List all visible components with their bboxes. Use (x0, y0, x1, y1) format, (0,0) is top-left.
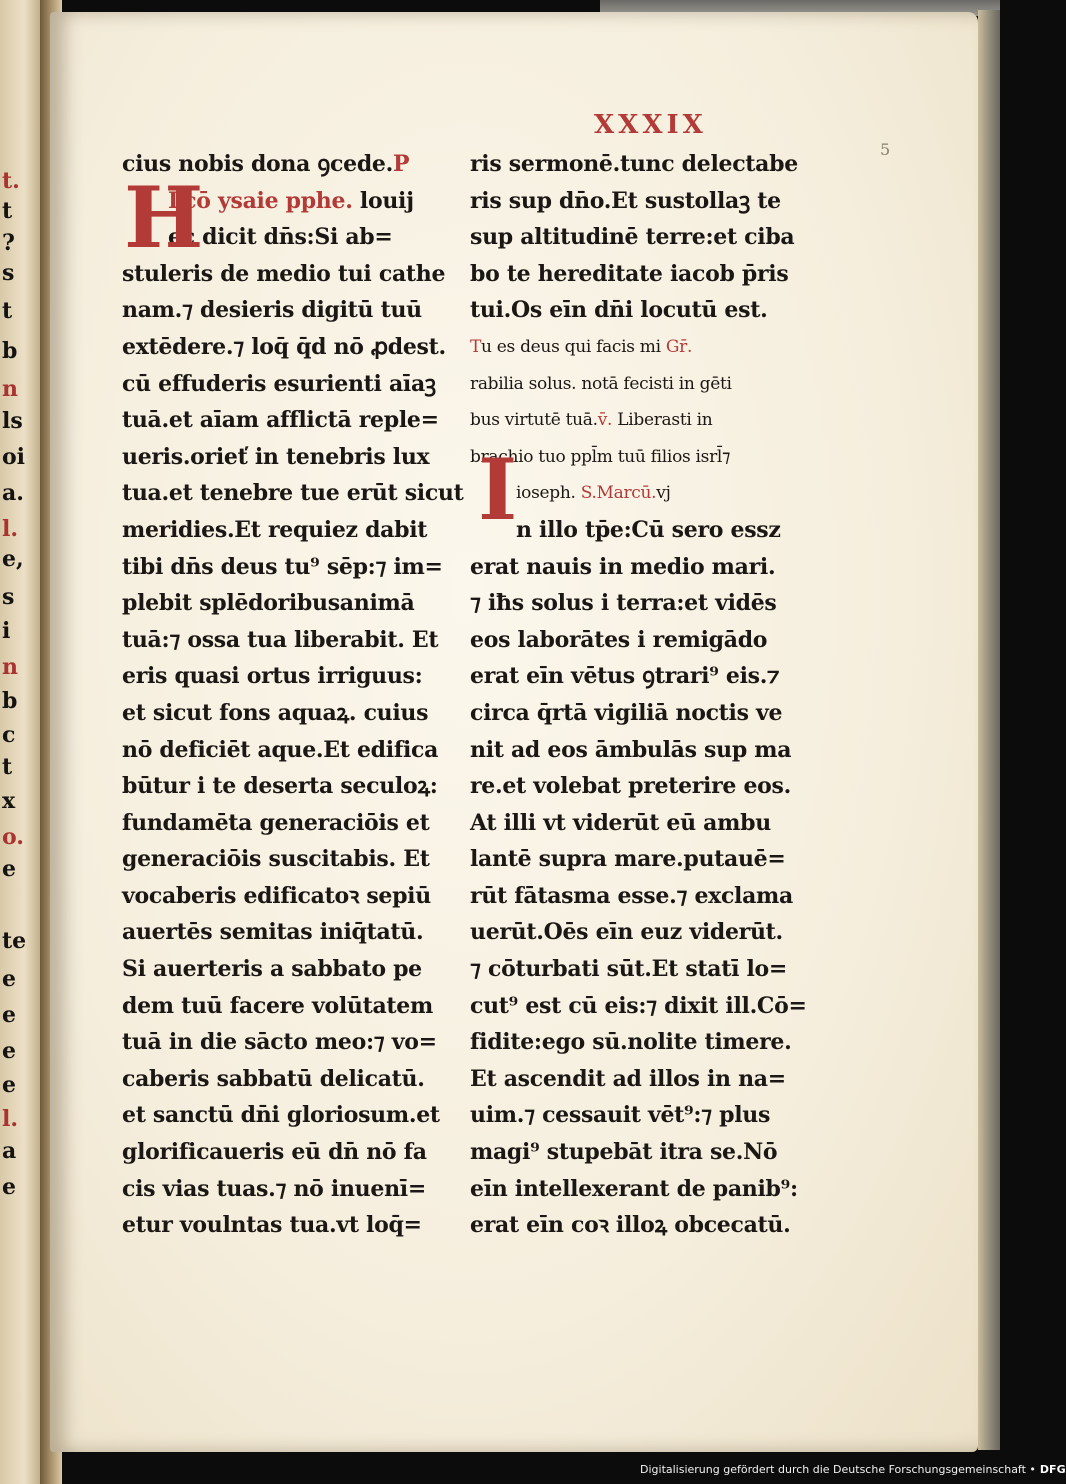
line-text: tibi dn̄s deus tu⁹ sēp:⁊ im= (122, 553, 443, 580)
facing-page-margin-text: te (2, 928, 27, 954)
facing-page-margin-text: t. (2, 168, 20, 194)
text-line (122, 841, 430, 878)
text-line (122, 585, 415, 622)
line-text: meridies.Et requiez dabit (122, 516, 428, 543)
line-text: Si auerteris a sabbato pe (122, 956, 422, 983)
pencil-mark: 5 (880, 140, 891, 159)
facing-page-margin-text: n (2, 376, 18, 402)
line-text: etur voulntas tua.vt loq̄= (122, 1212, 422, 1239)
line-text: circa q̄rtā vigiliā noctis ve (470, 699, 783, 726)
text-line (470, 366, 760, 403)
line-text: nit ad eos āmbulās sup ma (470, 736, 792, 763)
text-line (470, 695, 783, 732)
line-text: ec dicit dn̄s:Si ab= (168, 224, 393, 251)
line-text: lantē supra mare.putauē= (470, 846, 786, 873)
line-text: uerūt.Oēs eīn euz viderūt. (470, 919, 783, 946)
line-text: re.et volebat preterire eos. (470, 773, 791, 800)
text-line (470, 256, 789, 293)
text-line (470, 402, 760, 439)
line-text: Et ascendit ad illos in na= (470, 1065, 786, 1092)
text-line (122, 1097, 440, 1134)
text-line (122, 878, 431, 915)
line-text: stuleris de medio tui cathe (122, 260, 446, 287)
line-text: plebit splēdoribusanimā (122, 590, 415, 617)
facing-page-margin-text: ls (2, 408, 23, 434)
facing-page-margin-text: e (2, 1002, 16, 1028)
text-line (470, 841, 786, 878)
left-text-column (122, 146, 464, 1244)
text-line (122, 988, 433, 1025)
text-line (122, 1171, 426, 1208)
text-line (470, 1207, 791, 1244)
text-line (470, 658, 780, 695)
text-line (122, 1061, 425, 1098)
text-line (122, 439, 430, 476)
text-line (470, 805, 771, 842)
text-line (470, 1061, 786, 1098)
facing-page-margin-text: t (2, 754, 13, 780)
text-line (122, 512, 428, 549)
facing-page-margin-text: x (2, 788, 16, 814)
facing-page-margin-text: e (2, 856, 16, 882)
line-text: rūt fātasma esse.⁊ exclama (470, 882, 793, 909)
facing-page-margin-text: b (2, 338, 18, 364)
facing-page-margin-text: e (2, 1072, 16, 1098)
facing-page-margin-text: l. (2, 1106, 19, 1132)
dfg-logo: DFG (1039, 1463, 1066, 1476)
line-text: auertēs semitas iniq̄tatū. (122, 919, 424, 946)
facing-page-margin-text: l. (2, 516, 19, 542)
facing-page-margin-text: a. (2, 480, 24, 506)
text-line (122, 292, 422, 329)
facing-page-margin-text: e (2, 1174, 16, 1200)
line-text: brachio tuo ppl̄m tuū filios isrl̄⁊ (470, 446, 731, 467)
text-line (470, 768, 791, 805)
line-text: magi⁹ stupebāt itra se.Nō (470, 1139, 778, 1166)
text-line (470, 878, 793, 915)
line-text: extēdere.⁊ loq̄ q̄d nō ꝓdest. (122, 333, 446, 360)
text-line (470, 1134, 778, 1171)
facing-page-margin-text: oi (2, 444, 26, 470)
facing-page-margin-text: e (2, 1038, 16, 1064)
text-line (470, 988, 807, 1025)
facing-page-margin-text: s (2, 260, 15, 286)
line-text: eos laborātes i remigādo (470, 626, 768, 653)
text-line (122, 622, 439, 659)
line-text: At illi vt viderūt eū ambu (470, 809, 771, 836)
facing-page-margin-text: n (2, 654, 18, 680)
line-text: erat nauis in medio mari. (470, 553, 776, 580)
facing-page-margin-text: ? (2, 230, 15, 256)
text-line (470, 1024, 792, 1061)
text-line (470, 1171, 798, 1208)
line-text: u es deus qui facis mi (481, 336, 666, 357)
text-line (122, 329, 446, 366)
line-text: tui.Os eīn dn̄i locutū est. (470, 297, 768, 324)
facing-page-margin-text: c (2, 722, 16, 748)
text-line (122, 475, 464, 512)
rubric-tail: S.Marcū. (575, 483, 657, 504)
line-text: nō deficiēt aque.Et edifica (122, 736, 439, 763)
line-text: et sicut fons aquaꝝ. cuius (122, 699, 429, 726)
facing-page-margin-text: t (2, 298, 13, 324)
text-line (470, 146, 798, 183)
text-line (470, 622, 768, 659)
line-text: glorificaueris eū dn̄ nō fa (122, 1139, 427, 1166)
line-text: erat eīn vētus ꝯtrari⁹ eis.⁊ (470, 663, 780, 690)
line-text: dem tuū facere volūtatem (122, 992, 433, 1019)
rubric-tail: Gr̄. (665, 336, 693, 357)
line-text: tuā in die sācto meo:⁊ vo= (122, 1029, 437, 1056)
facing-page-margin-text: s (2, 584, 15, 610)
line-text: uim.⁊ cessauit vēt⁹:⁊ plus (470, 1102, 771, 1129)
text-line (122, 732, 439, 769)
text-line (122, 951, 422, 988)
line-text: nam.⁊ desieris digitū tuū (122, 297, 422, 324)
text-line (122, 695, 429, 732)
text-line (122, 1134, 427, 1171)
facing-page-margin-text: e, (2, 546, 24, 572)
line-text: cis vias tuas.⁊ nō inuenī= (122, 1175, 426, 1202)
line-text-continued: vj (656, 483, 671, 504)
facing-page-margin-text: t (2, 198, 13, 224)
right-text-column (470, 146, 807, 1244)
text-line (470, 549, 776, 586)
line-text: bus virtutē tuā. (470, 410, 598, 431)
line-text: tuā:⁊ ossa tua liberabit. Et (122, 626, 439, 653)
line-text-continued: Liberasti in (612, 410, 713, 431)
line-text: ⁊ cōturbati sūt.Et statī lo= (470, 956, 788, 983)
facing-page-margin-text: b (2, 688, 18, 714)
text-line (470, 914, 783, 951)
text-line (470, 292, 768, 329)
text-line (122, 768, 438, 805)
rubric-mark: v̄. (597, 410, 613, 431)
line-text: ioseph. (516, 483, 576, 504)
rubricated-initial-i: I (478, 440, 518, 539)
line-text: sup altitudinē terre:et ciba (470, 224, 795, 251)
facing-page-margin-text: e (2, 966, 16, 992)
line-text: bo te hereditate iacob p̄ris (470, 260, 789, 287)
line-text: būtur i te deserta seculoꝝ: (122, 773, 438, 800)
line-text: cius nobis dona ꝯcede. (122, 151, 393, 177)
line-text: ⁊ iħs solus i terra:et vidēs (470, 590, 777, 617)
line-text: ris sermonē.tunc delectabe (470, 151, 798, 177)
facing-page-margin-text: o. (2, 824, 24, 850)
text-line (470, 329, 760, 366)
line-text: tuā.et aīam afflictā reple= (122, 407, 439, 434)
facing-page-margin-text: i (2, 618, 11, 644)
text-line (122, 1024, 437, 1061)
facing-page-margin-text: a (2, 1138, 17, 1164)
rubricated-initial-h: H (124, 168, 204, 267)
line-text: fundamēta generaciōis et (122, 809, 430, 836)
line-text: generaciōis suscitabis. Et (122, 846, 430, 873)
line-text: ris sup dn̄o.Et sustollaꝫ te (470, 187, 781, 214)
line-text: cū effuderis esurienti aīaꝫ (122, 370, 436, 397)
text-line (470, 219, 795, 256)
text-line (470, 585, 777, 622)
line-text: fidite:ego sū.nolite timere. (470, 1029, 792, 1056)
digitization-credit (640, 1460, 1066, 1480)
line-text: vocaberis edificatoꝛ sepiū (122, 882, 431, 909)
line-text: rabilia solus. notā fecisti in gēti (470, 373, 732, 394)
text-line (122, 914, 424, 951)
text-line (122, 402, 439, 439)
line-text: eris quasi ortus irriguus: (122, 663, 423, 690)
folio-number: XXXIX (594, 110, 707, 140)
text-line (470, 183, 781, 220)
line-text: caberis sabbatū delicatū. (122, 1065, 425, 1092)
text-line (470, 951, 788, 988)
line-text: n illo tp̄e:Cū sero essz (516, 516, 781, 543)
rubric-text: Lcō ysaie pphe. (168, 187, 353, 214)
line-text: eīn intellexerant de panib⁹: (470, 1175, 798, 1202)
line-text: louij (352, 187, 414, 214)
text-line (122, 549, 443, 586)
rubric-lead: T (470, 336, 482, 357)
rubric-marker: P (392, 151, 410, 177)
credit-text: Digitalisierung gefördert durch die Deutsche Forschungsgemeinschaft • (640, 1463, 1036, 1476)
text-line (122, 658, 423, 695)
facing-left-page (0, 0, 44, 1484)
line-text: ueris.orieť in tenebris lux (122, 443, 430, 470)
right-page-edge (978, 10, 1000, 1450)
line-text: et sanctū dn̄i gloriosum.et (122, 1102, 440, 1129)
text-line (122, 366, 436, 403)
text-line (470, 1097, 771, 1134)
text-line (470, 732, 792, 769)
line-text: cut⁹ est cū eis:⁊ dixit ill.Cō= (470, 992, 807, 1019)
text-line (122, 805, 430, 842)
text-line (122, 1207, 422, 1244)
line-text: erat eīn coꝛ illoꝝ obcecatū. (470, 1212, 791, 1239)
line-text: tua.et tenebre tue erūt sicut (122, 480, 464, 507)
